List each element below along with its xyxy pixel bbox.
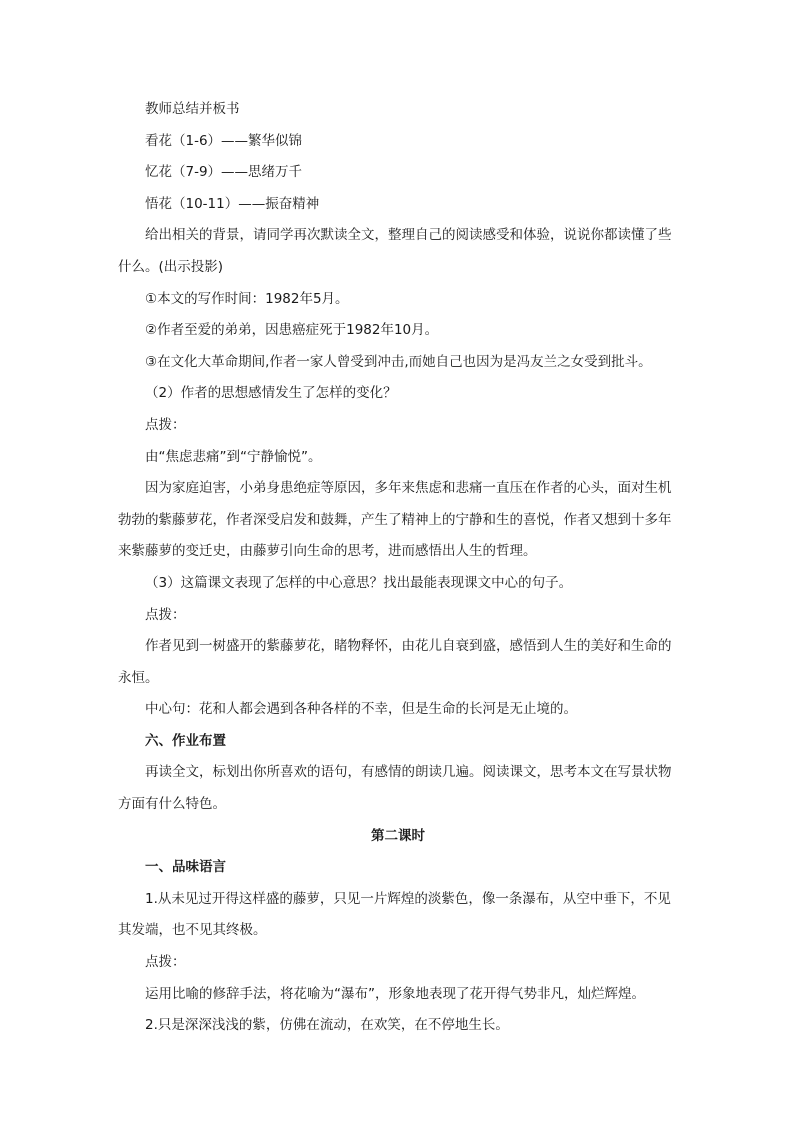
heading-homework: 六、作业布置 [145, 732, 226, 749]
para-background-1: ①本文的写作时间：1982年5月。 [145, 290, 349, 307]
para-hint-metaphor: 运用比喻的修辞手法，将花喻为“瀑布”，形象地表现了花开得气势非凡，灿烂辉煌。 [145, 985, 645, 1002]
heading-savor-language: 一、品味语言 [145, 859, 226, 876]
para-background-intro: 给出相关的背景，请同学再次默读全文，整理自己的阅读感受和体验，说说你都读懂了些什么。(出示投影) [118, 227, 672, 275]
para-background-3: ③在文化大革命期间,作者一家人曾受到冲击,而她自己也因为是冯友兰之女受到批斗。 [145, 353, 652, 370]
para-board-yihua: 忆花（7-9）——思绪万千 [145, 164, 303, 181]
para-hint-label-2: 点拨： [145, 606, 186, 623]
para-sentence-1: 1.从未见过开得这样盛的藤萝，只见一片辉煌的淡紫色，像一条瀑布，从空中垂下，不见其发端，也不见其终极。 [118, 890, 671, 939]
para-background-2: ②作者至爱的弟弟，因患癌症死于1982年10月。 [145, 322, 439, 339]
para-teacher-summary: 教师总结并板书 [145, 101, 240, 117]
para-central-sentence: 中心句：花和人都会遇到各种各样的不幸，但是生命的长河是无止境的。 [145, 701, 577, 718]
para-board-wuhua: 悟花（10-11）——振奋精神 [145, 195, 320, 212]
para-hint-label-3: 点拨： [145, 954, 186, 971]
document-body [118, 94, 678, 1042]
para-question-3: （3）这篇课文表现了怎样的中心意思？找出最能表现课文中心的句子。 [145, 574, 573, 591]
para-answer-3: 作者见到一树盛开的紫藤萝花，睹物释怀，由花儿自衰到盛，感悟到人生的美好和生命的永恒。 [118, 638, 672, 686]
para-answer-2-detail: 因为家庭迫害，小弟身患绝症等原因，多年来焦虑和悲痛一直压在作者的心头，面对生机勃勃的紫藤萝花，作者深受启发和鼓舞，产生了精神上的宁静和生的喜悦，作者又想到十多年来紫藤萝的变迁史，由藤萝引向生命的思考，进而感悟出人生的哲理。 [118, 480, 672, 560]
heading-second-lesson: 第二课时 [371, 827, 425, 844]
para-sentence-2: 2.只是深深浅浅的紫，仿佛在流动，在欢笑，在不停地生长。 [145, 1017, 509, 1034]
para-question-2: （2）作者的思想感情发生了怎样的变化？ [145, 385, 397, 402]
para-homework: 再读全文，标划出你所喜欢的语句，有感情的朗读几遍。阅读课文，思考本文在写景状物方面有什么特色。 [118, 764, 672, 813]
para-hint-label-1: 点拨： [145, 416, 186, 433]
para-answer-2-summary: 由“焦虑悲痛”到“宁静愉悦”。 [145, 448, 322, 465]
para-board-kanhua: 看花（1-6）——繁华似锦 [145, 132, 303, 149]
